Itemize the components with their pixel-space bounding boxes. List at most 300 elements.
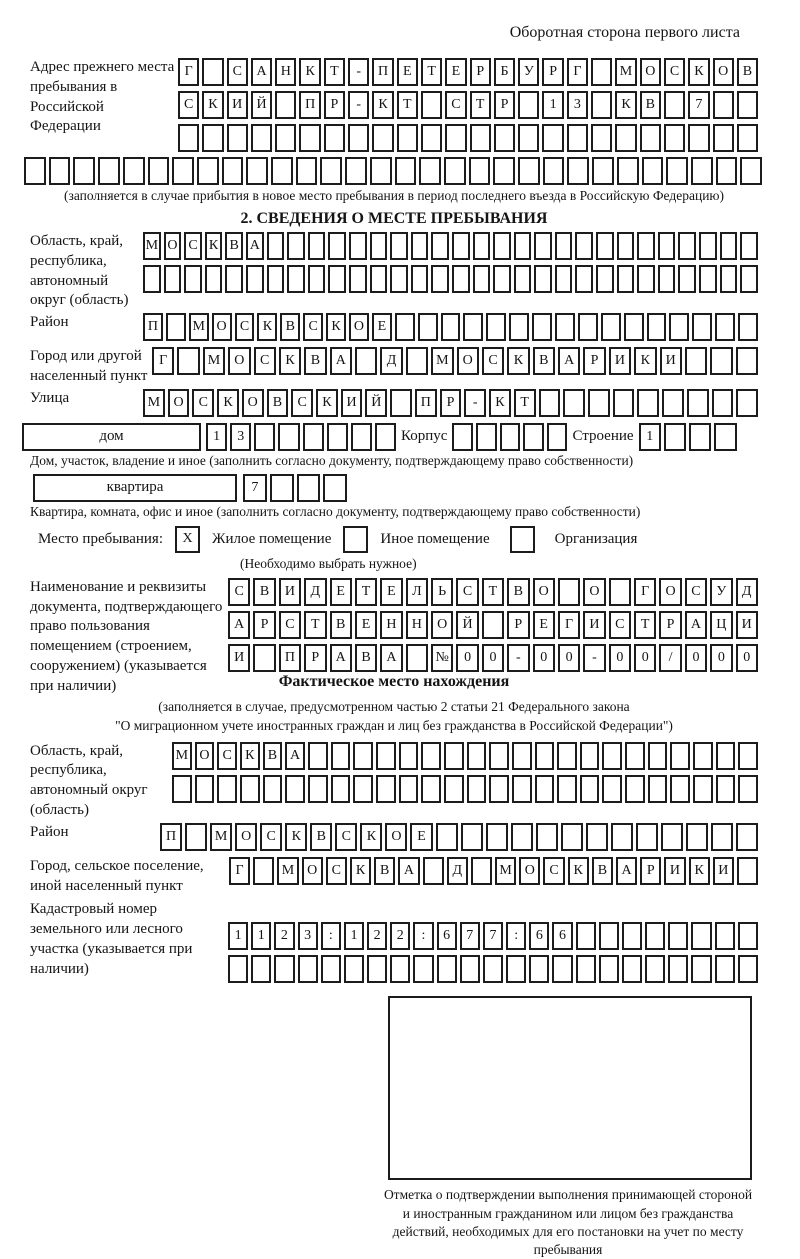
char-cell[interactable]: С [664, 58, 685, 86]
char-cell[interactable] [740, 232, 758, 260]
char-cell[interactable] [486, 313, 506, 341]
char-cell[interactable] [253, 857, 274, 885]
char-cell[interactable] [738, 922, 758, 950]
char-cell[interactable] [617, 265, 635, 293]
char-cell[interactable] [536, 823, 558, 851]
char-cell[interactable]: Т [470, 91, 491, 119]
char-cell[interactable]: К [634, 347, 656, 375]
char-cell[interactable]: В [263, 742, 283, 770]
char-cell[interactable]: С [685, 578, 707, 606]
char-cell[interactable] [251, 955, 271, 983]
char-cell[interactable] [172, 775, 192, 803]
char-cell[interactable] [418, 313, 438, 341]
char-cell[interactable]: 7 [483, 922, 503, 950]
char-cell[interactable] [444, 775, 464, 803]
char-cell[interactable]: С [543, 857, 564, 885]
char-cell[interactable] [228, 955, 248, 983]
char-cell[interactable]: К [350, 857, 371, 885]
char-cell[interactable] [539, 389, 561, 417]
char-cell[interactable] [251, 124, 272, 152]
char-cell[interactable]: О [533, 578, 555, 606]
char-cell[interactable] [493, 265, 511, 293]
char-cell[interactable]: О [659, 578, 681, 606]
char-cell[interactable]: С [303, 313, 323, 341]
char-cell[interactable] [518, 91, 539, 119]
char-cell[interactable]: В [280, 313, 300, 341]
char-cell[interactable]: С [178, 91, 199, 119]
char-cell[interactable] [461, 823, 483, 851]
char-cell[interactable]: М [143, 232, 161, 260]
char-cell[interactable] [737, 124, 758, 152]
char-cell[interactable] [349, 265, 367, 293]
char-cell[interactable] [506, 955, 526, 983]
char-cell[interactable]: К [489, 389, 511, 417]
char-cell[interactable] [511, 823, 533, 851]
char-cell[interactable] [625, 775, 645, 803]
char-cell[interactable]: М [277, 857, 298, 885]
char-cell[interactable] [599, 955, 619, 983]
char-cell[interactable] [178, 124, 199, 152]
char-cell[interactable]: О [431, 611, 453, 639]
char-cell[interactable]: О [713, 58, 734, 86]
char-cell[interactable]: А [330, 347, 352, 375]
char-cell[interactable] [267, 265, 285, 293]
char-cell[interactable] [738, 775, 758, 803]
char-cell[interactable] [469, 157, 491, 185]
char-cell[interactable]: Т [421, 58, 442, 86]
char-cell[interactable]: 6 [529, 922, 549, 950]
char-cell[interactable] [664, 91, 685, 119]
char-cell[interactable]: С [228, 578, 250, 606]
char-cell[interactable]: Е [410, 823, 432, 851]
char-cell[interactable] [413, 955, 433, 983]
char-cell[interactable] [580, 775, 600, 803]
char-cell[interactable]: К [316, 389, 338, 417]
char-cell[interactable] [177, 347, 199, 375]
char-cell[interactable]: С [291, 389, 313, 417]
char-cell[interactable] [399, 775, 419, 803]
char-cell[interactable] [421, 91, 442, 119]
char-cell[interactable]: 3 [567, 91, 588, 119]
char-cell[interactable]: К [568, 857, 589, 885]
char-cell[interactable] [222, 157, 244, 185]
char-cell[interactable]: О [242, 389, 264, 417]
char-cell[interactable] [542, 124, 563, 152]
char-cell[interactable]: С [609, 611, 631, 639]
char-cell[interactable] [687, 389, 709, 417]
char-cell[interactable] [552, 955, 572, 983]
char-cell[interactable] [658, 265, 676, 293]
char-cell[interactable]: С [217, 742, 237, 770]
char-cell[interactable] [678, 265, 696, 293]
char-cell[interactable]: С [326, 857, 347, 885]
char-cell[interactable]: А [330, 644, 352, 672]
char-cell[interactable] [287, 265, 305, 293]
char-cell[interactable]: В [640, 91, 661, 119]
char-cell[interactable] [227, 124, 248, 152]
char-cell[interactable]: А [285, 742, 305, 770]
char-cell[interactable] [431, 232, 449, 260]
char-cell[interactable]: В [304, 347, 326, 375]
char-cell[interactable] [467, 742, 487, 770]
char-cell[interactable]: 1 [206, 423, 227, 451]
char-cell[interactable]: - [464, 389, 486, 417]
char-cell[interactable] [662, 389, 684, 417]
char-cell[interactable] [275, 91, 296, 119]
char-cell[interactable] [184, 265, 202, 293]
char-cell[interactable]: 0 [634, 644, 656, 672]
char-cell[interactable]: Р [470, 58, 491, 86]
char-cell[interactable]: 3 [230, 423, 251, 451]
char-cell[interactable]: С [260, 823, 282, 851]
char-cell[interactable]: С [445, 91, 466, 119]
char-cell[interactable] [691, 157, 713, 185]
char-cell[interactable]: Р [253, 611, 275, 639]
char-cell[interactable] [699, 232, 717, 260]
char-cell[interactable] [591, 58, 612, 86]
char-cell[interactable]: Е [445, 58, 466, 86]
char-cell[interactable] [534, 265, 552, 293]
char-cell[interactable]: М [143, 389, 165, 417]
char-cell[interactable] [483, 955, 503, 983]
char-cell[interactable] [320, 157, 342, 185]
char-cell[interactable]: К [689, 857, 710, 885]
char-cell[interactable] [613, 389, 635, 417]
char-cell[interactable] [444, 742, 464, 770]
char-cell[interactable] [688, 124, 709, 152]
char-cell[interactable] [202, 124, 223, 152]
char-cell[interactable] [367, 955, 387, 983]
char-cell[interactable] [686, 823, 708, 851]
char-cell[interactable] [486, 823, 508, 851]
char-cell[interactable] [473, 232, 491, 260]
char-cell[interactable] [441, 313, 461, 341]
char-cell[interactable]: 7 [460, 922, 480, 950]
char-cell[interactable]: О [164, 232, 182, 260]
char-cell[interactable]: К [299, 58, 320, 86]
char-cell[interactable]: К [240, 742, 260, 770]
char-cell[interactable] [658, 232, 676, 260]
char-cell[interactable]: В [310, 823, 332, 851]
char-cell[interactable] [567, 157, 589, 185]
char-cell[interactable] [73, 157, 95, 185]
char-cell[interactable] [602, 742, 622, 770]
char-cell[interactable]: Г [567, 58, 588, 86]
char-cell[interactable] [323, 474, 347, 502]
char-cell[interactable] [351, 423, 372, 451]
char-cell[interactable]: Д [736, 578, 758, 606]
char-cell[interactable]: В [737, 58, 758, 86]
char-cell[interactable]: Т [634, 611, 656, 639]
char-cell[interactable]: В [267, 389, 289, 417]
char-cell[interactable]: 7 [688, 91, 709, 119]
char-cell[interactable]: Ь [431, 578, 453, 606]
char-cell[interactable]: 0 [456, 644, 478, 672]
char-cell[interactable] [715, 955, 735, 983]
char-cell[interactable] [202, 58, 223, 86]
char-cell[interactable] [710, 347, 732, 375]
char-cell[interactable]: О [457, 347, 479, 375]
char-cell[interactable] [738, 742, 758, 770]
char-cell[interactable] [470, 124, 491, 152]
char-cell[interactable] [543, 157, 565, 185]
char-cell[interactable]: Й [365, 389, 387, 417]
char-cell[interactable] [575, 232, 593, 260]
char-cell[interactable] [148, 157, 170, 185]
char-cell[interactable]: 7 [243, 474, 267, 502]
char-cell[interactable] [494, 124, 515, 152]
char-cell[interactable] [296, 157, 318, 185]
char-cell[interactable]: Й [456, 611, 478, 639]
char-cell[interactable]: 1 [251, 922, 271, 950]
char-cell[interactable]: П [299, 91, 320, 119]
char-cell[interactable]: К [202, 91, 223, 119]
char-cell[interactable] [49, 157, 71, 185]
char-cell[interactable] [617, 232, 635, 260]
char-cell[interactable] [445, 124, 466, 152]
char-cell[interactable] [355, 347, 377, 375]
char-cell[interactable] [563, 389, 585, 417]
checkbox-organizatsiya[interactable] [510, 526, 535, 553]
char-cell[interactable] [275, 124, 296, 152]
char-cell[interactable] [670, 775, 690, 803]
char-cell[interactable] [557, 742, 577, 770]
char-cell[interactable] [716, 157, 738, 185]
char-cell[interactable] [512, 742, 532, 770]
char-cell[interactable] [267, 232, 285, 260]
char-cell[interactable] [205, 265, 223, 293]
char-cell[interactable] [375, 423, 396, 451]
char-cell[interactable] [390, 955, 410, 983]
char-cell[interactable] [518, 157, 540, 185]
char-cell[interactable]: И [227, 91, 248, 119]
char-cell[interactable] [647, 313, 667, 341]
char-cell[interactable] [353, 775, 373, 803]
char-cell[interactable] [535, 742, 555, 770]
char-cell[interactable]: К [205, 232, 223, 260]
char-cell[interactable] [720, 265, 738, 293]
char-cell[interactable]: Н [275, 58, 296, 86]
checkbox-inoe[interactable] [343, 526, 368, 553]
char-cell[interactable]: П [372, 58, 393, 86]
char-cell[interactable] [287, 232, 305, 260]
char-cell[interactable] [164, 265, 182, 293]
char-cell[interactable] [611, 823, 633, 851]
char-cell[interactable]: С [254, 347, 276, 375]
char-cell[interactable]: П [160, 823, 182, 851]
char-cell[interactable]: Р [324, 91, 345, 119]
char-cell[interactable] [345, 157, 367, 185]
char-cell[interactable] [716, 742, 736, 770]
char-cell[interactable] [423, 857, 444, 885]
char-cell[interactable]: Д [447, 857, 468, 885]
char-cell[interactable] [344, 955, 364, 983]
char-cell[interactable] [637, 265, 655, 293]
char-cell[interactable] [596, 232, 614, 260]
char-cell[interactable]: Д [380, 347, 402, 375]
char-cell[interactable] [555, 232, 573, 260]
char-cell[interactable]: И [660, 347, 682, 375]
char-cell[interactable]: Г [152, 347, 174, 375]
char-cell[interactable] [299, 124, 320, 152]
char-cell[interactable]: Р [507, 611, 529, 639]
char-cell[interactable]: К [257, 313, 277, 341]
char-cell[interactable]: О [640, 58, 661, 86]
char-cell[interactable] [298, 955, 318, 983]
char-cell[interactable]: С [456, 578, 478, 606]
char-cell[interactable] [489, 775, 509, 803]
char-cell[interactable]: О [212, 313, 232, 341]
char-cell[interactable]: 0 [685, 644, 707, 672]
char-cell[interactable] [372, 124, 393, 152]
char-cell[interactable] [642, 157, 664, 185]
char-cell[interactable]: М [431, 347, 453, 375]
char-cell[interactable] [263, 775, 283, 803]
char-cell[interactable]: 1 [639, 423, 661, 451]
char-cell[interactable] [601, 313, 621, 341]
char-cell[interactable]: О [349, 313, 369, 341]
char-cell[interactable] [395, 157, 417, 185]
char-cell[interactable]: Т [324, 58, 345, 86]
char-cell[interactable]: А [246, 232, 264, 260]
char-cell[interactable]: И [583, 611, 605, 639]
char-cell[interactable] [421, 775, 441, 803]
char-cell[interactable]: 1 [542, 91, 563, 119]
char-cell[interactable] [523, 423, 544, 451]
char-cell[interactable] [166, 313, 186, 341]
char-cell[interactable]: И [341, 389, 363, 417]
char-cell[interactable] [622, 955, 642, 983]
char-cell[interactable]: К [507, 347, 529, 375]
char-cell[interactable]: Б [494, 58, 515, 86]
char-cell[interactable] [308, 742, 328, 770]
char-cell[interactable] [406, 347, 428, 375]
char-cell[interactable] [444, 157, 466, 185]
char-cell[interactable] [599, 922, 619, 950]
char-cell[interactable] [588, 389, 610, 417]
char-cell[interactable] [720, 232, 738, 260]
char-cell[interactable] [274, 955, 294, 983]
char-cell[interactable] [143, 265, 161, 293]
char-cell[interactable]: Е [330, 578, 352, 606]
char-cell[interactable]: В [330, 611, 352, 639]
char-cell[interactable] [518, 124, 539, 152]
char-cell[interactable] [532, 313, 552, 341]
char-cell[interactable]: С [235, 313, 255, 341]
char-cell[interactable]: Л [406, 578, 428, 606]
char-cell[interactable] [575, 265, 593, 293]
char-cell[interactable]: О [519, 857, 540, 885]
char-cell[interactable]: В [225, 232, 243, 260]
char-cell[interactable]: Т [304, 611, 326, 639]
char-cell[interactable]: А [228, 611, 250, 639]
char-cell[interactable] [609, 578, 631, 606]
char-cell[interactable] [331, 775, 351, 803]
char-cell[interactable] [666, 157, 688, 185]
char-cell[interactable] [637, 389, 659, 417]
char-cell[interactable] [297, 474, 321, 502]
char-cell[interactable] [713, 124, 734, 152]
char-cell[interactable]: Р [440, 389, 462, 417]
char-cell[interactable] [586, 823, 608, 851]
char-cell[interactable] [24, 157, 46, 185]
char-cell[interactable]: М [210, 823, 232, 851]
char-cell[interactable]: Т [355, 578, 377, 606]
char-cell[interactable]: К [688, 58, 709, 86]
char-cell[interactable] [740, 265, 758, 293]
char-cell[interactable] [390, 232, 408, 260]
char-cell[interactable]: В [592, 857, 613, 885]
char-cell[interactable]: В [374, 857, 395, 885]
char-cell[interactable] [482, 611, 504, 639]
char-cell[interactable] [303, 423, 324, 451]
char-cell[interactable]: Н [380, 611, 402, 639]
char-cell[interactable]: Е [355, 611, 377, 639]
char-cell[interactable] [640, 124, 661, 152]
char-cell[interactable] [308, 265, 326, 293]
char-cell[interactable] [240, 775, 260, 803]
char-cell[interactable] [669, 313, 689, 341]
char-cell[interactable] [500, 423, 521, 451]
char-cell[interactable]: 0 [558, 644, 580, 672]
char-cell[interactable]: Г [558, 611, 580, 639]
char-cell[interactable] [452, 423, 473, 451]
char-cell[interactable] [648, 775, 668, 803]
char-cell[interactable] [529, 955, 549, 983]
char-cell[interactable]: В [253, 578, 275, 606]
char-cell[interactable]: - [348, 58, 369, 86]
char-cell[interactable]: 0 [710, 644, 732, 672]
char-cell[interactable]: О [302, 857, 323, 885]
char-cell[interactable] [436, 823, 458, 851]
char-cell[interactable] [328, 265, 346, 293]
char-cell[interactable] [578, 313, 598, 341]
char-cell[interactable] [390, 389, 412, 417]
char-cell[interactable]: И [228, 644, 250, 672]
char-cell[interactable] [285, 775, 305, 803]
char-cell[interactable] [353, 742, 373, 770]
char-cell[interactable] [437, 955, 457, 983]
char-cell[interactable] [668, 922, 688, 950]
char-cell[interactable] [473, 265, 491, 293]
char-cell[interactable] [217, 775, 237, 803]
char-cell[interactable]: 3 [298, 922, 318, 950]
char-cell[interactable] [670, 742, 690, 770]
char-cell[interactable] [308, 775, 328, 803]
char-cell[interactable] [693, 742, 713, 770]
char-cell[interactable]: А [558, 347, 580, 375]
char-cell[interactable] [576, 922, 596, 950]
char-cell[interactable] [452, 232, 470, 260]
char-cell[interactable] [321, 955, 341, 983]
char-cell[interactable]: О [235, 823, 257, 851]
char-cell[interactable]: А [251, 58, 272, 86]
char-cell[interactable] [197, 157, 219, 185]
char-cell[interactable]: Р [640, 857, 661, 885]
char-cell[interactable]: П [143, 313, 163, 341]
char-cell[interactable]: Р [659, 611, 681, 639]
char-cell[interactable]: Г [178, 58, 199, 86]
checkbox-zhiloe[interactable]: X [175, 526, 200, 553]
char-cell[interactable] [349, 232, 367, 260]
char-cell[interactable]: У [710, 578, 732, 606]
char-cell[interactable] [406, 644, 428, 672]
char-cell[interactable]: - [583, 644, 605, 672]
char-cell[interactable]: М [172, 742, 192, 770]
char-cell[interactable]: С [335, 823, 357, 851]
char-cell[interactable] [370, 157, 392, 185]
char-cell[interactable]: И [736, 611, 758, 639]
